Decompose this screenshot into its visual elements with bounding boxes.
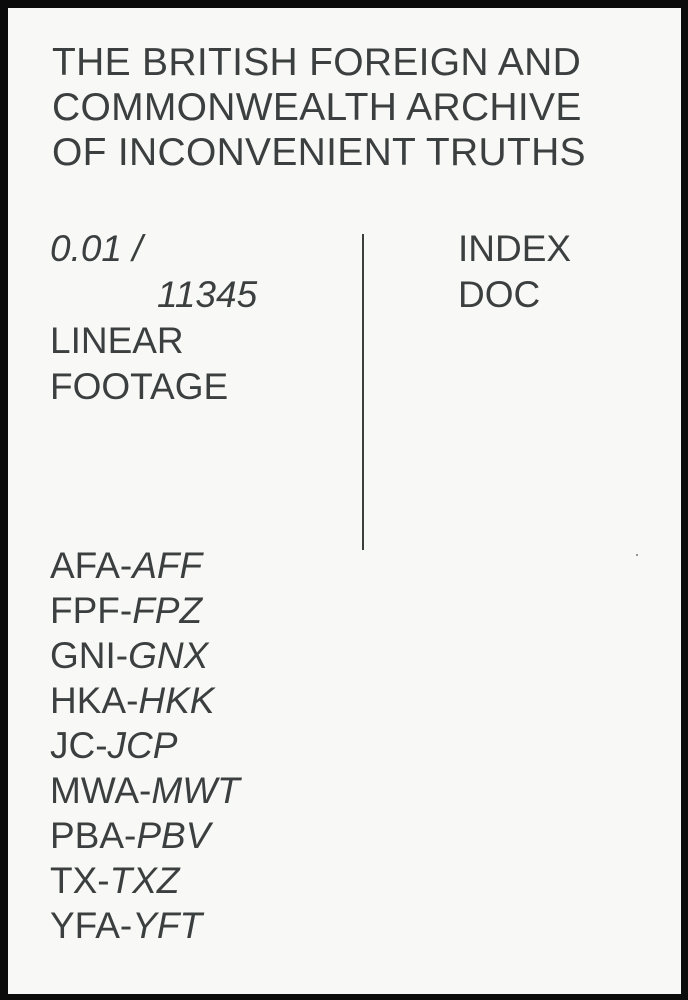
range-end: GNX (128, 635, 209, 676)
vertical-divider (362, 234, 364, 550)
range-item (50, 723, 240, 768)
footage-total: 11345 (157, 274, 258, 315)
range-item (50, 678, 240, 723)
range-start: AFA- (50, 545, 133, 586)
range-start: JC- (50, 725, 108, 766)
range-end: JCP (107, 725, 178, 766)
range-start: PBA- (50, 815, 137, 856)
index-label: INDEX (458, 228, 572, 269)
title-line: OF INCONVENIENT TRUTHS (52, 131, 586, 174)
range-start: MWA- (50, 770, 152, 811)
range-end: PBV (136, 815, 211, 856)
range-end: AFF (132, 545, 203, 586)
title-line: THE BRITISH FOREIGN AND (52, 41, 582, 84)
range-item (50, 633, 240, 678)
reference-range-list (50, 543, 240, 948)
range-item (50, 543, 240, 588)
document-page (8, 8, 681, 994)
range-item (50, 813, 240, 858)
document-title (52, 40, 586, 175)
range-end: MWT (151, 770, 240, 811)
range-item (50, 903, 240, 948)
range-start: HKA- (50, 680, 139, 721)
range-start: GNI- (50, 635, 129, 676)
range-end: YFT (132, 905, 203, 946)
linear-footage-block (50, 226, 257, 410)
range-end: TXZ (109, 860, 180, 901)
range-start: YFA- (50, 905, 133, 946)
index-doc-block (458, 226, 571, 318)
range-start: FPF- (50, 590, 133, 631)
footage-label-line1: LINEAR (50, 320, 184, 361)
footage-fraction: 0.01 / (50, 228, 143, 269)
paper-speck (636, 554, 638, 556)
range-item (50, 858, 240, 903)
range-end: HKK (138, 680, 215, 721)
range-item (50, 768, 240, 813)
range-end: FPZ (132, 590, 203, 631)
title-line: COMMONWEALTH ARCHIVE (52, 86, 582, 129)
footage-label-line2: FOOTAGE (50, 366, 229, 407)
range-start: TX- (50, 860, 110, 901)
doc-label: DOC (458, 274, 541, 315)
range-item (50, 588, 240, 633)
